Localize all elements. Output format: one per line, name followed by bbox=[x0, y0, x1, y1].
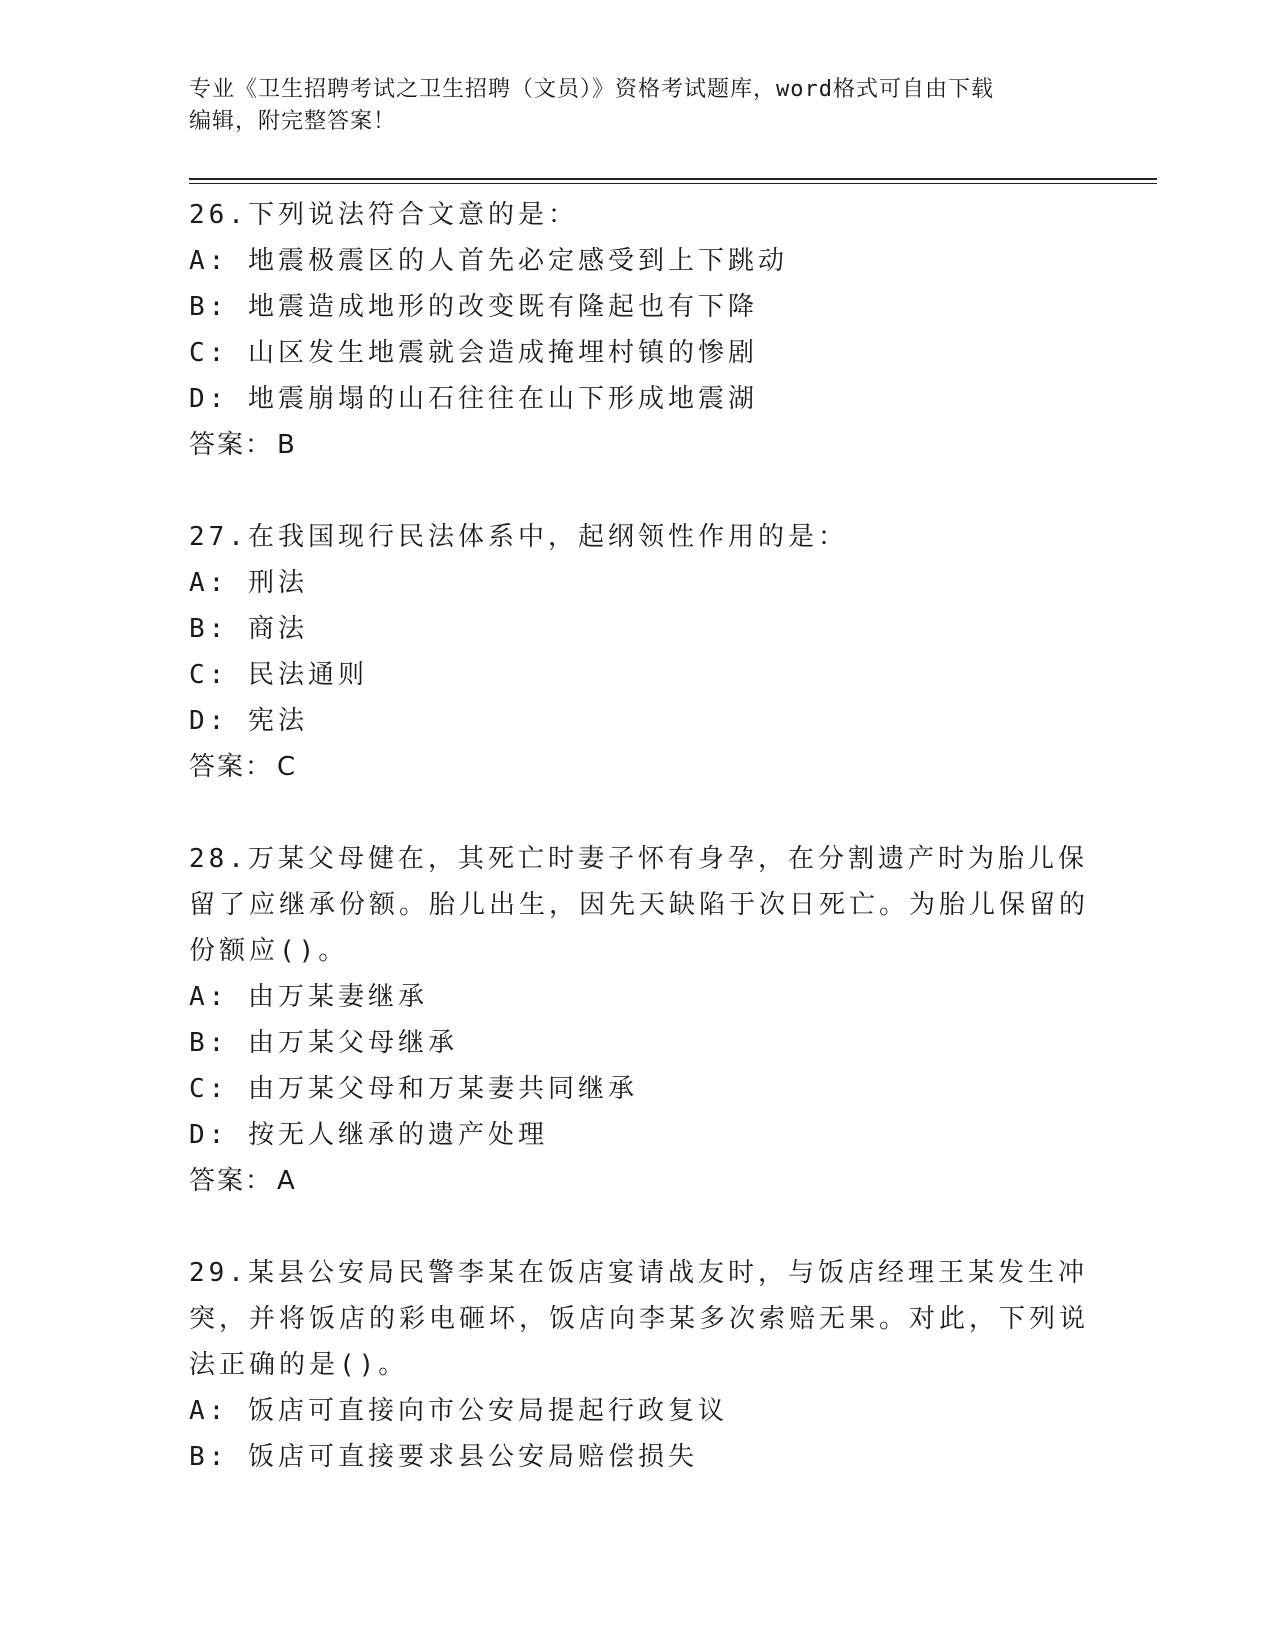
header-line-1: 专业《卫生招聘考试之卫生招聘（文员）》资格考试题库，word格式可自由下载 bbox=[189, 77, 994, 102]
answer-line bbox=[189, 744, 1089, 790]
question-stem: 26.下列说法符合文意的是： bbox=[189, 200, 578, 230]
question-28 bbox=[189, 836, 1089, 1204]
option-d: D: 按无人继承的遗产处理 bbox=[189, 1120, 548, 1150]
question-29 bbox=[189, 1250, 1089, 1480]
header-rule-thick bbox=[189, 178, 1157, 180]
option-a: A: 由万某妻继承 bbox=[189, 982, 428, 1012]
answer-line bbox=[189, 1158, 1089, 1204]
option-d: D: 地震崩塌的山石往往在山下形成地震湖 bbox=[189, 384, 758, 414]
answer-value: A bbox=[277, 1166, 297, 1196]
option-d: D: 宪法 bbox=[189, 706, 308, 736]
option-b: B: 商法 bbox=[189, 614, 308, 644]
header-rule-thin bbox=[189, 183, 1157, 184]
question-stem: 27.在我国现行民法体系中，起纲领性作用的是： bbox=[189, 522, 848, 552]
header-line-2: 编辑，附完整答案！ bbox=[189, 109, 397, 134]
answer-line bbox=[189, 422, 1089, 468]
option-a: A: 地震极震区的人首先必定感受到上下跳动 bbox=[189, 246, 788, 276]
answer-label: 答案： bbox=[189, 430, 274, 460]
option-b: B: 饭店可直接要求县公安局赔偿损失 bbox=[189, 1442, 698, 1472]
option-c: C: 民法通则 bbox=[189, 660, 368, 690]
answer-value: B bbox=[277, 430, 297, 460]
option-a: A: 刑法 bbox=[189, 568, 308, 598]
option-c: C: 由万某父母和万某妻共同继承 bbox=[189, 1074, 638, 1104]
option-b: B: 地震造成地形的改变既有隆起也有下降 bbox=[189, 292, 758, 322]
option-b: B: 由万某父母继承 bbox=[189, 1028, 458, 1058]
document-header bbox=[189, 74, 1089, 138]
option-c: C: 山区发生地震就会造成掩埋村镇的惨剧 bbox=[189, 338, 758, 368]
question-26 bbox=[189, 192, 1089, 468]
question-stem: 28.万某父母健在，其死亡时妻子怀有身孕，在分割遗产时为胎儿保留了应继承份额。胎儿出生，因先天缺陷于次日死亡。为胎儿保留的份额应()。 bbox=[189, 844, 1090, 966]
answer-label: 答案： bbox=[189, 1166, 274, 1196]
question-27 bbox=[189, 514, 1089, 790]
question-stem: 29.某县公安局民警李某在饭店宴请战友时，与饭店经理王某发生冲突，并将饭店的彩电砸坏，饭店向李某多次索赔无果。对此，下列说法正确的是()。 bbox=[189, 1258, 1090, 1380]
option-a: A: 饭店可直接向市公安局提起行政复议 bbox=[189, 1396, 728, 1426]
question-list bbox=[189, 192, 1089, 1526]
answer-value: C bbox=[277, 752, 298, 782]
answer-label: 答案： bbox=[189, 752, 274, 782]
